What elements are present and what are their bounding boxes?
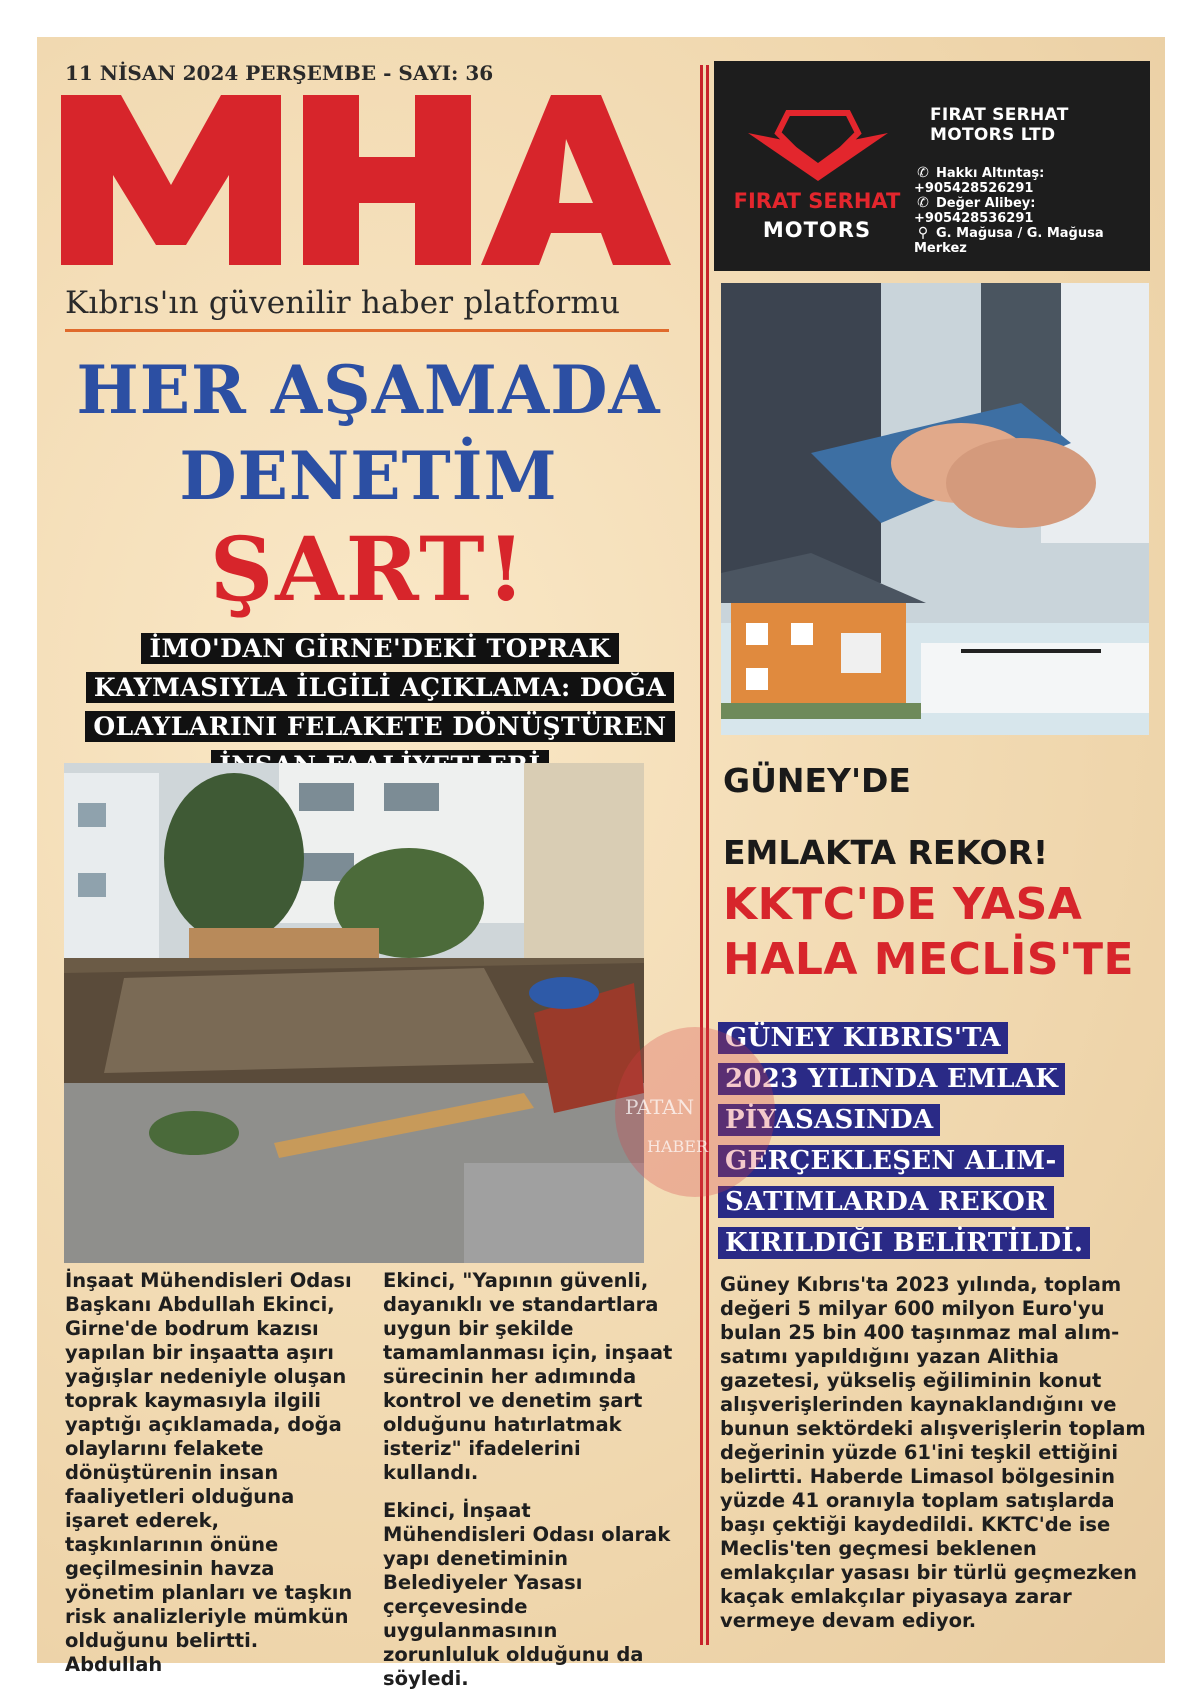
ad-location-text: G. Mağusa / G. Mağusa Merkez [914,226,1104,256]
side-headline-line4: HALA MECLİS'TE [723,934,1135,985]
motors-advertisement [714,61,1150,271]
side-subhead-line: SATIMLARDA REKOR [718,1186,1054,1218]
side-subhead-line: GERÇEKLEŞEN ALIM- [718,1145,1064,1177]
ad-contact2 [914,195,1150,226]
ad-brand-line1: FIRAT SERHAT [733,189,901,213]
ad-contact2-text: Değer Alibey: +905428536291 [914,196,1036,226]
ad-contact1 [914,165,1150,196]
side-story-paragraph: Güney Kıbrıs'ta 2023 yılında, toplam değeri 5 milyar 600 milyon Euro'yu bulan 25 bin 400 taşınmaz mal alım-satımı yapıldığını yazan Alithia gazetesi, yükseliş eğiliminin konut alışverişlerinden kaynaklandığını ve bunun sektördeki alışverişlerin toplam değerinin yüzde 61'ini teşkil ettiğini belirtti. Haberde Limasol bölgesinin yüzde 41 oranıyla toplam satışlarda başı çektiği kaydedildi. KKTC'de ise Meclis'ten geçmesi beklenen emlakçılar yasası bir türlü geçmezken kaçak emlakçılar piyasaya zarar vermeye devam ediyor. [720,1273,1146,1632]
tagline: Kıbrıs'ın güvenilir haber platformu [65,285,621,321]
newspaper-page [37,37,1165,1690]
landslide-photo [64,763,644,1263]
side-headline-line2: EMLAKTA REKOR! [723,833,1049,872]
ad-contact1-text: Hakkı Altıntaş: +905428526291 [914,166,1045,196]
ad-title: FIRAT SERHAT MOTORS LTD [930,105,1069,145]
ad-brand-line2: MOTORS [762,218,872,242]
side-subhead [718,1019,1158,1265]
mha-logo [61,95,671,265]
side-subhead-line: 2023 YILINDA EMLAK [718,1063,1065,1095]
location-pin-icon: ⚲ [917,225,929,241]
side-story-column [720,1273,1150,1647]
main-subhead-line: OLAYLARINI FELAKETE DÖNÜŞTÜREN [85,711,674,742]
side-headline-line1: GÜNEY'DE [723,761,911,800]
main-subhead-line: KAYMASIYLA İLGİLİ AÇIKLAMA: DOĞA [86,672,674,703]
main-headline-line1: HER AŞAMADA [76,351,661,429]
side-subhead-line: GÜNEY KIBRIS'TA [718,1022,1008,1054]
main-story-column1 [65,1269,355,1691]
main-story-paragraph: Ekinci, İnşaat Mühendisleri Odası olarak yapı denetiminin Belediyeler Yasası çerçevesinde uygulanmasının zorunluluk olduğunu da söyledi. [383,1499,671,1690]
handshake-house-photo [721,283,1149,735]
ad-location [914,225,1150,256]
dateline: 11 NİSAN 2024 PERŞEMBE - SAYI: 36 [65,61,494,85]
main-story-paragraph: İnşaat Mühendisleri Odası Başkanı Abdullah Ekinci, Girne'de bodrum kazısı yapılan bir inşaatta aşırı yağışlar nedeniyle oluşan toprak kaymasıyla ilgili yaptığı açıklamada, doğa olaylarını felakete dönüştürenin insan faaliyetleri olduğuna işaret ederek, taşkınlarının önüne geçilmesinin havza yönetim planları ve taşkın risk analizleriyle mümkün olduğunu belirtti. Abdullah [65,1269,353,1676]
phone-icon: ✆ [917,195,929,211]
main-story-paragraph: Ekinci, "Yapının güvenli, dayanıklı ve standartlara uygun bir şekilde tamamlanması için, inşaat sürecinin her adımında kontrol ve denetim şart olduğunu hatırlatmak isteriz" ifadelerini kullandı. [383,1269,673,1484]
column-divider [700,65,709,1645]
watermark-text2: HABER [647,1137,708,1156]
side-subhead-line: KIRILDIĞI BELİRTİLDİ. [718,1227,1090,1259]
main-headline-line2: DENETİM [179,437,558,515]
main-subhead-line: İMO'DAN GİRNE'DEKİ TOPRAK [141,633,618,664]
side-subhead-line: PİYASASINDA [718,1104,940,1136]
phone-icon: ✆ [917,165,929,181]
side-headline-line3: KKTC'DE YASA [723,879,1083,930]
main-story-column2 [383,1269,678,1705]
main-headline-line3: ŞART! [209,517,528,621]
tagline-rule [65,329,669,332]
watermark-text1: PATAN [625,1095,695,1119]
